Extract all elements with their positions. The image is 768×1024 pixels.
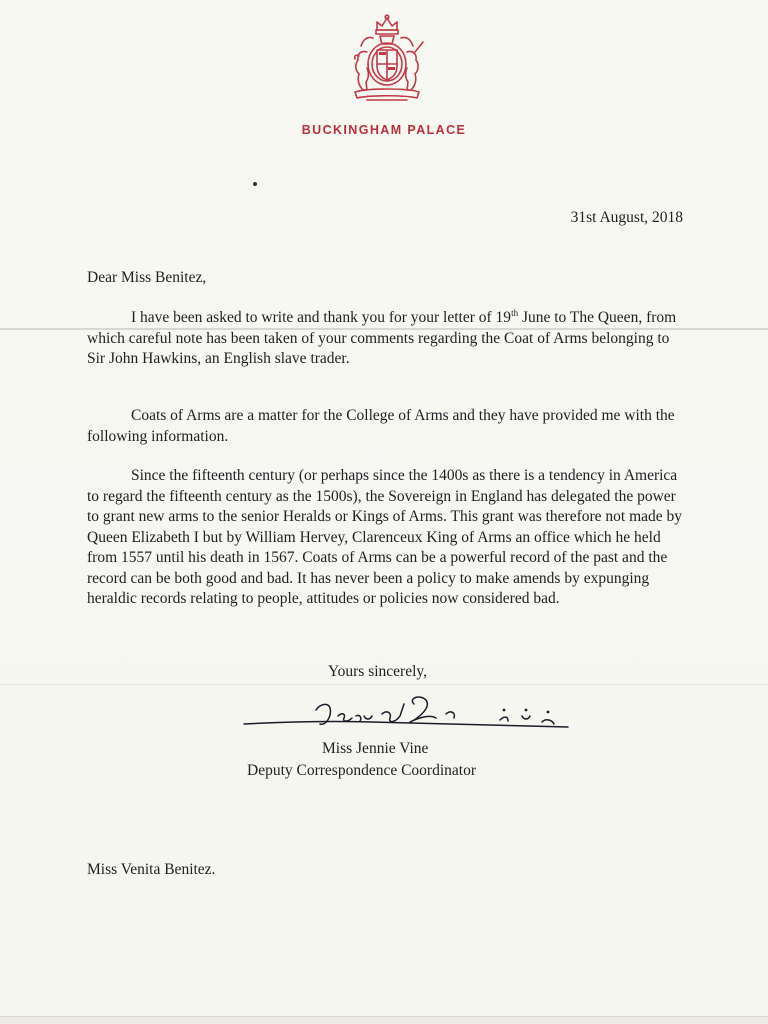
paper-bottom-edge xyxy=(0,1016,768,1024)
paper-fold-line xyxy=(0,684,768,685)
royal-coat-of-arms-icon xyxy=(337,12,437,108)
ink-speck xyxy=(253,182,257,186)
handwritten-signature xyxy=(242,690,572,736)
salutation: Dear Miss Benitez, xyxy=(87,269,207,286)
paragraph-text: June to The Queen, from which careful note has been taken of your comments regarding the Coat of Arms belonging to Sir John Hawkins, an English slave trader. xyxy=(87,309,677,367)
closing: Yours sincerely, xyxy=(328,663,428,680)
signer-name: Miss Jennie Vine xyxy=(322,740,429,757)
paragraph-2: Coats of Arms are a matter for the College of Arms and they have provided me with the following information. xyxy=(87,407,675,445)
letterhead-title: BUCKINGHAM PALACE xyxy=(301,123,467,137)
letter-date: 31st August, 2018 xyxy=(570,209,683,226)
recipient-name: Miss Venita Benitez. xyxy=(87,861,216,878)
paragraph-1 xyxy=(87,308,691,370)
signer-title: Deputy Correspondence Coordinator xyxy=(247,762,476,779)
paragraph-text: I have been asked to write and thank you for your letter of 19 xyxy=(131,309,512,326)
ordinal-suffix: th xyxy=(511,307,519,318)
paragraph-3: Since the fifteenth century (or perhaps since the 1400s as there is a tendency in America to regard the fifteenth century as the 1500s), the Sovereign in England has delegated the power to grant new arms to the senior Heralds or Kings of Arms. This grant was therefore not made by Queen Elizabeth I but by William Hervey, Clarenceux King of Arms an office which he held from 1557 until his death in 1567. Coats of Arms can be a powerful record of the past and the record can be both good and bad. It has never been a policy to make amends by expunging heraldic records relating to people, attitudes or policies now considered bad. xyxy=(87,467,683,607)
